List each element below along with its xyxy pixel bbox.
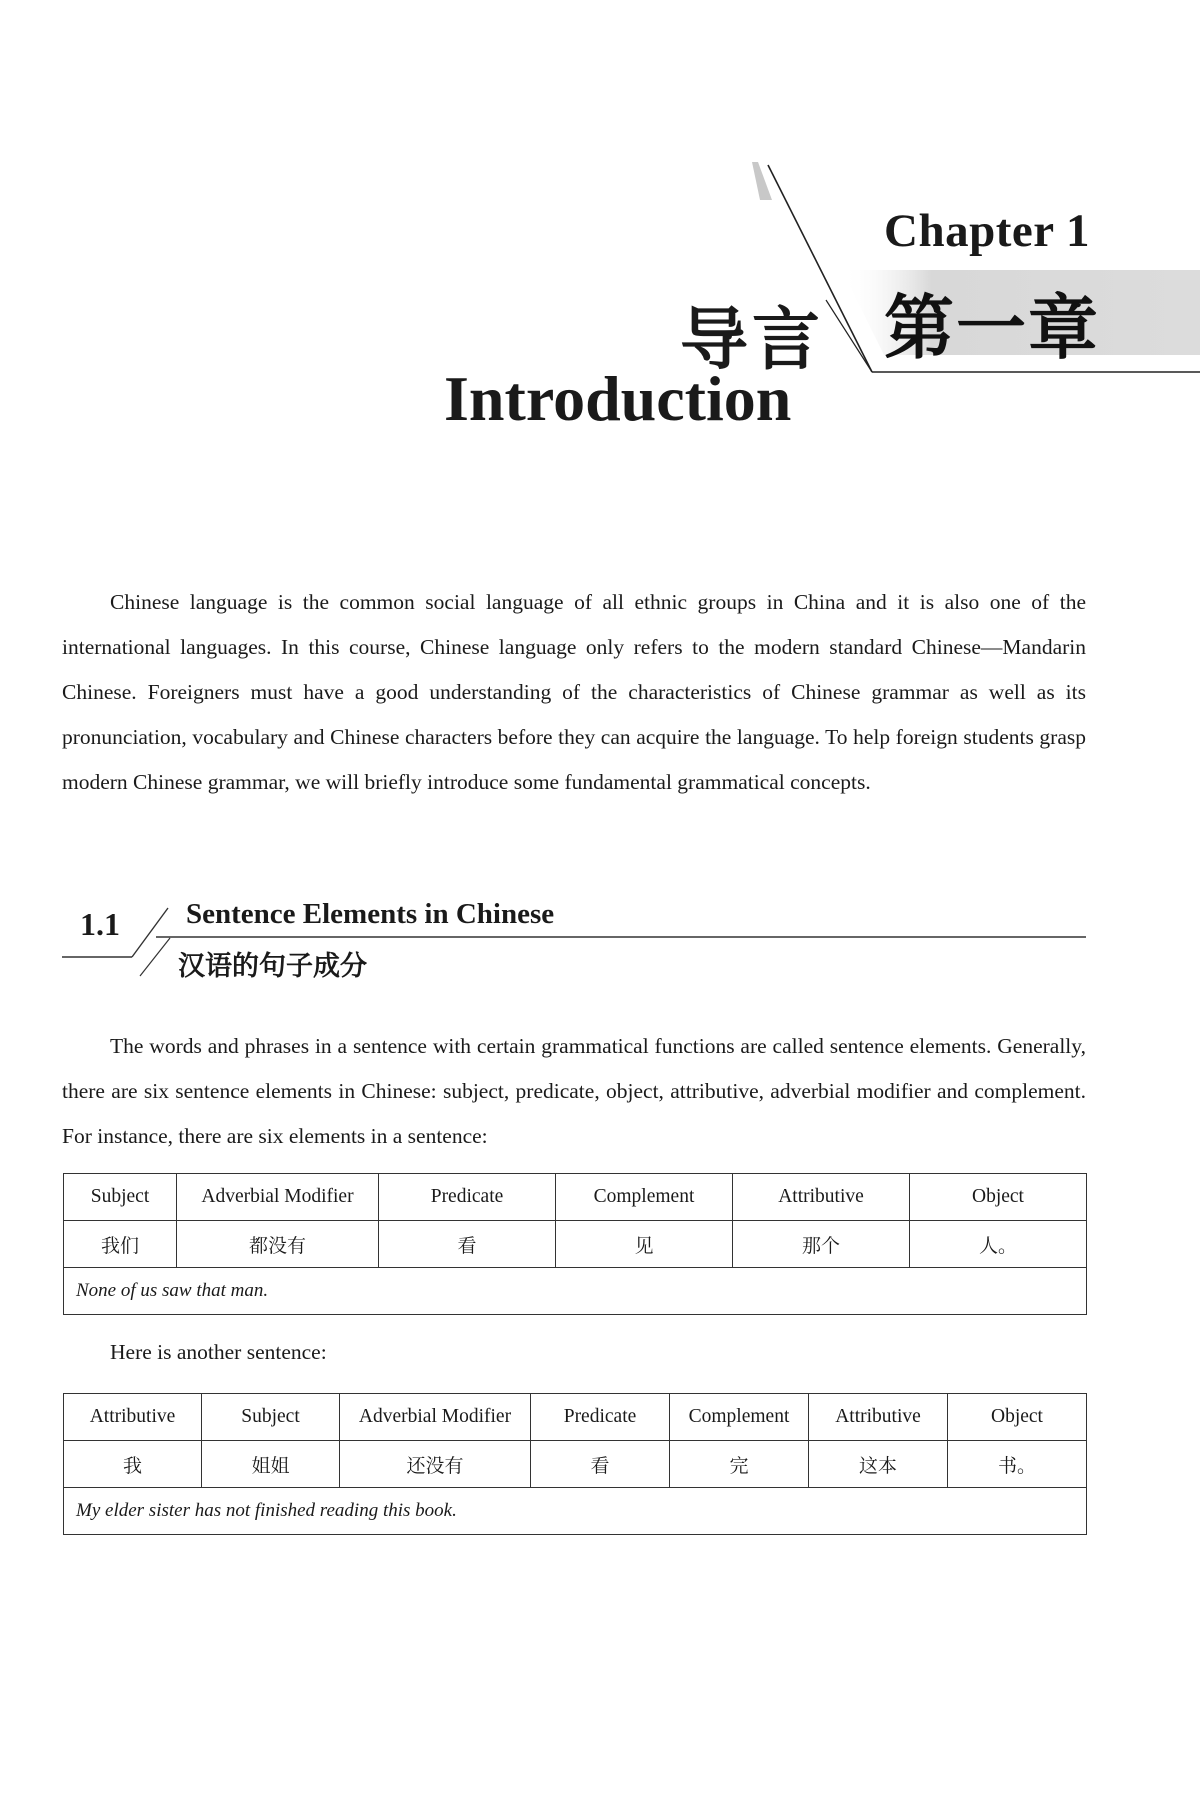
section-number: 1.1 bbox=[80, 906, 120, 942]
table-header-cell: Subject bbox=[202, 1394, 340, 1441]
table-header-cell: Predicate bbox=[531, 1394, 670, 1441]
table-header-cell: Subject bbox=[64, 1174, 177, 1221]
table-header-cell: Adverbial Modifier bbox=[177, 1174, 379, 1221]
table-cell: 还没有 bbox=[340, 1441, 531, 1488]
section-title-en: Sentence Elements in Chinese bbox=[186, 898, 555, 930]
table-header-cell: Complement bbox=[670, 1394, 809, 1441]
table-header-cell: Object bbox=[948, 1394, 1087, 1441]
table-row bbox=[64, 1174, 1087, 1221]
chapter-title-en: Introduction bbox=[444, 363, 792, 434]
table-header-cell: Object bbox=[910, 1174, 1087, 1221]
table-header-cell: Adverbial Modifier bbox=[340, 1394, 531, 1441]
sentence-table-1 bbox=[63, 1173, 1087, 1315]
table-cell: 看 bbox=[379, 1221, 556, 1268]
table-cell: 书。 bbox=[948, 1441, 1087, 1488]
translation-cell: My elder sister has not finished reading this book. bbox=[64, 1488, 1087, 1535]
table-cell: 这本 bbox=[809, 1441, 948, 1488]
table-cell: 那个 bbox=[733, 1221, 910, 1268]
sentence-table-2 bbox=[63, 1393, 1087, 1535]
table-header-cell: Attributive bbox=[64, 1394, 202, 1441]
table-row bbox=[64, 1394, 1087, 1441]
chapter-label-en: Chapter 1 bbox=[884, 205, 1090, 257]
table-row bbox=[64, 1441, 1087, 1488]
chapter-label-zh: 第一章 bbox=[884, 287, 1100, 369]
section-paragraph-block bbox=[62, 1024, 1086, 1159]
table-header-cell: Attributive bbox=[733, 1174, 910, 1221]
table-header-cell: Predicate bbox=[379, 1174, 556, 1221]
section-title-zh: 汉语的句子成分 bbox=[178, 951, 367, 982]
table-row bbox=[64, 1268, 1087, 1315]
table-row bbox=[64, 1488, 1087, 1535]
intro-paragraph-text: Chinese language is the common social language of all ethnic groups in China and it is also one of the international languages. In this course, Chinese language only refers to the modern standard Chinese—Mandarin Chinese. Foreigners must have a good understanding of the characteristics of Chinese grammar as well as its pronunciation, vocabulary and Chinese characters before they can acquire the language. To help foreign students grasp modern Chinese grammar, we will briefly introduce some fundamental grammatical concepts. bbox=[62, 590, 1086, 794]
section-paragraph bbox=[62, 1024, 1086, 1159]
table-cell: 姐姐 bbox=[202, 1441, 340, 1488]
table-header-cell: Complement bbox=[556, 1174, 733, 1221]
table-cell: 见 bbox=[556, 1221, 733, 1268]
intro-paragraph-block bbox=[62, 580, 1086, 805]
between-tables-text: Here is another sentence: bbox=[110, 1340, 327, 1364]
table-cell: 完 bbox=[670, 1441, 809, 1488]
table-cell: 人。 bbox=[910, 1221, 1087, 1268]
section-paragraph-text: The words and phrases in a sentence with certain grammatical functions are called sentence elements. Generally, there are six sentence elements in Chinese: subject, predicate, object, attributive, adverbial modifier and complement. For instance, there are six elements in a sentence: bbox=[62, 1034, 1086, 1148]
table-cell: 我们 bbox=[64, 1221, 177, 1268]
table-cell: 都没有 bbox=[177, 1221, 379, 1268]
table-cell: 我 bbox=[64, 1441, 202, 1488]
chapter-title-zh: 导言 bbox=[680, 301, 825, 380]
table-header-cell: Attributive bbox=[809, 1394, 948, 1441]
table-cell: 看 bbox=[531, 1441, 670, 1488]
intro-paragraph bbox=[62, 580, 1086, 805]
table-row bbox=[64, 1221, 1087, 1268]
translation-cell: None of us saw that man. bbox=[64, 1268, 1087, 1315]
